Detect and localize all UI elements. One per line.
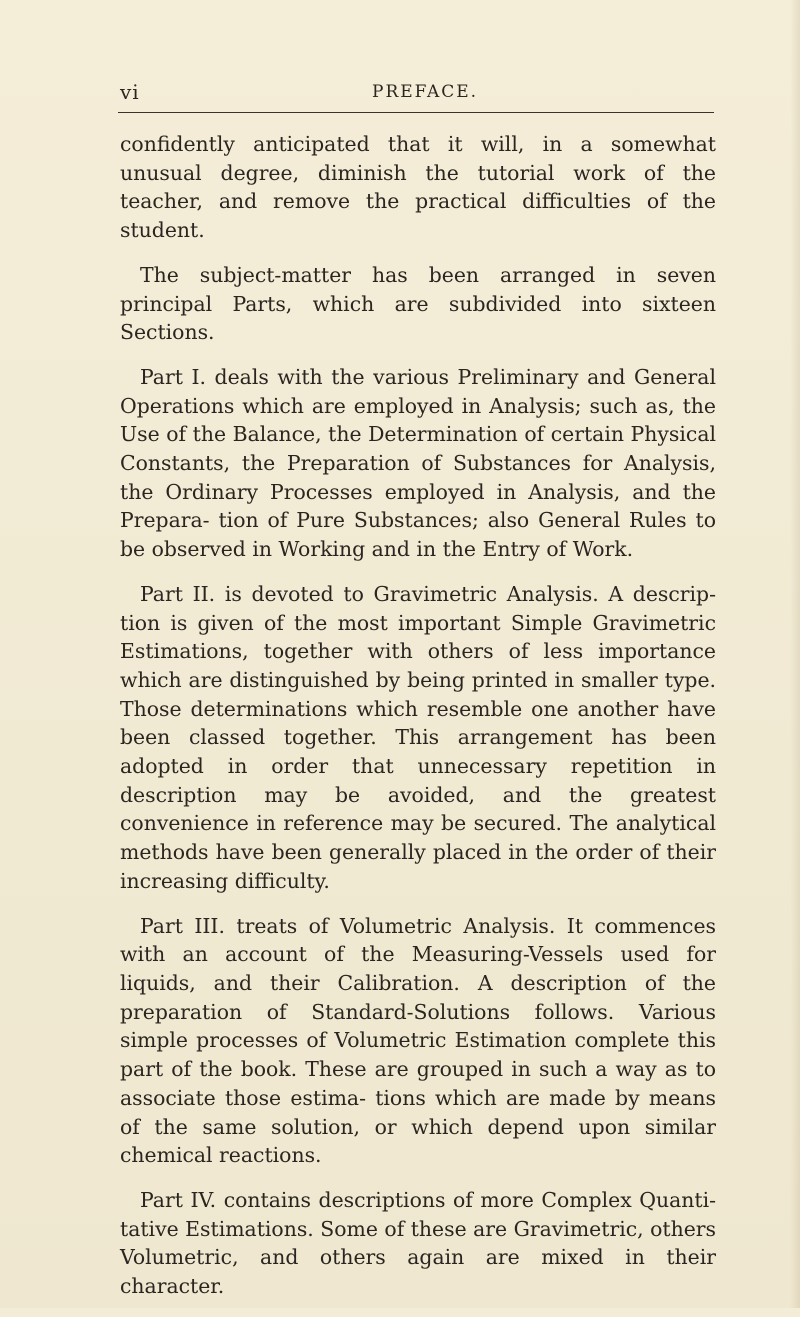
paragraph-part-three: Part III. treats of Volumetric Analysis. It commences with an account of the Measuring-Vessels used for liquids, and their Calibration. A description of the preparation of Standard-Solutions follows. Various simple processes of Volumetric Estimation complete this part of the book. These are grouped in such a way as to associate those estima- tions which are made by means of the same solution, or which depend upon similar chemical reactions. (120, 913, 716, 1168)
running-head: PREFACE. (372, 82, 479, 102)
paragraph-arrangement: The subject-matter has been arranged in seven principal Parts, which are subdivided into sixteen Sections. (120, 262, 716, 345)
page-edge-shadow (790, 0, 800, 1308)
paragraph-part-one: Part I. deals with the various Preliminary and General Operations which are employed in Analysis; such as, the Use of the Balance, the Determination of certain Physical Constants, the Preparation of Substances for Analysis, the Ordinary Processes employed in Analysis, and the Prepara- tion of Pure Substances; also General Rules to be observed in Working and in the Entry of Work. (120, 364, 716, 562)
page-header (120, 80, 720, 110)
paragraph-part-two: Part II. is devoted to Gravimetric Analysis. A descrip- tion is given of the most important Simple Gravimetric Estimations, together with others of less importance which are distinguished by being printed in smaller type. Those determinations which resemble one another have been classed together. This arrangement has been adopted in order that unnecessary repetition in description may be avoided, and the greatest convenience in reference may be secured. The analytical methods have been generally placed in the order of their increasing difficulty. (120, 581, 716, 893)
header-rule (118, 112, 714, 113)
paragraph-continuation: confidently anticipated that it will, in a somewhat unusual degree, diminish the tutorial work of the teacher, and remove the practical difficulties of the student. (120, 132, 716, 243)
page-number: vi (120, 80, 140, 104)
paragraph-part-four: Part IV. contains descriptions of more Complex Quanti- tative Estimations. Some of these are Gravimetric, others Volumetric, and others again are mixed in their character. (120, 1187, 716, 1299)
preface-body (120, 130, 716, 1317)
